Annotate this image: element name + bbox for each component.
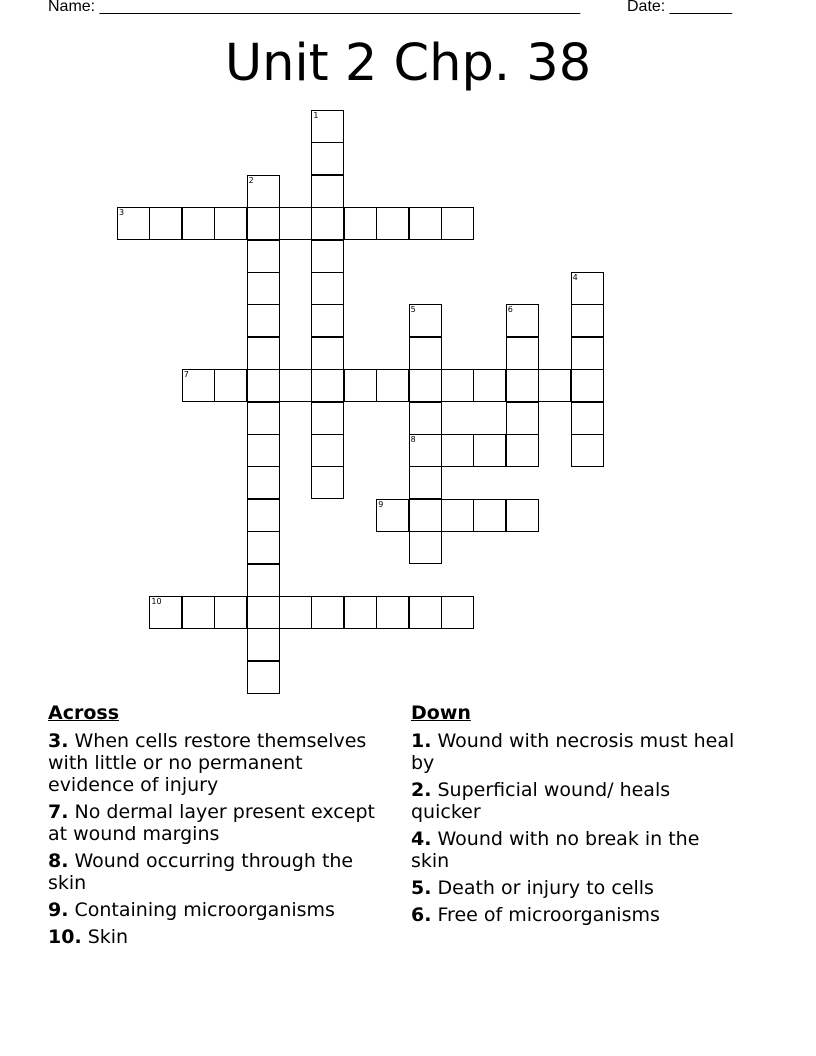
grid-cell[interactable] xyxy=(571,272,604,305)
clue-text: Death or injury to cells xyxy=(437,877,654,899)
across-clue xyxy=(48,899,378,921)
cell-number: 10 xyxy=(151,597,162,606)
grid-cell[interactable] xyxy=(409,402,442,435)
cell-number: 7 xyxy=(183,370,189,380)
grid-cell[interactable] xyxy=(571,434,604,467)
grid-cell[interactable] xyxy=(117,207,150,240)
grid-cell[interactable] xyxy=(149,207,182,240)
grid-cell[interactable] xyxy=(311,596,344,629)
cell-number: 5 xyxy=(410,305,416,315)
across-clue xyxy=(48,850,378,894)
page-title: Unit 2 Chp. 38 xyxy=(224,34,592,93)
clue-text: Containing microorganisms xyxy=(74,899,335,921)
grid-cell[interactable] xyxy=(214,369,247,402)
grid-cell[interactable] xyxy=(214,207,247,240)
grid-cell[interactable] xyxy=(214,596,247,629)
grid-cell[interactable] xyxy=(473,434,506,467)
grid-cell[interactable] xyxy=(247,304,280,337)
across-clue xyxy=(48,730,378,796)
grid-cell[interactable] xyxy=(149,596,182,629)
clue-text: Wound with no break in the skin xyxy=(411,828,700,872)
grid-cell[interactable] xyxy=(376,596,409,629)
grid-cell[interactable] xyxy=(506,337,539,370)
clue-number: 6. xyxy=(411,904,432,926)
across-heading: Across xyxy=(48,702,120,724)
grid-cell[interactable] xyxy=(571,304,604,337)
grid-cell[interactable] xyxy=(247,207,280,240)
grid-cell[interactable] xyxy=(506,369,539,402)
clue-text: Wound occurring through the skin xyxy=(48,850,354,894)
grid-cell[interactable] xyxy=(279,596,312,629)
grid-cell[interactable] xyxy=(441,499,474,532)
clue-number: 9. xyxy=(48,899,69,921)
grid-cell[interactable] xyxy=(311,369,344,402)
grid-cell[interactable] xyxy=(247,369,280,402)
cell-number: 4 xyxy=(572,273,578,282)
grid-cell[interactable] xyxy=(247,564,280,597)
grid-cell[interactable] xyxy=(311,142,344,175)
clue-number: 3. xyxy=(48,730,69,752)
grid-cell[interactable] xyxy=(182,369,215,402)
across-clue xyxy=(48,801,378,845)
clue-number: 7. xyxy=(48,801,69,823)
grid-cell[interactable] xyxy=(344,596,377,629)
grid-cell[interactable] xyxy=(441,369,474,402)
grid-cell[interactable] xyxy=(473,369,506,402)
grid-cell[interactable] xyxy=(247,628,280,661)
grid-cell[interactable] xyxy=(311,466,344,499)
clue-number: 1. xyxy=(411,730,432,752)
grid-cell[interactable] xyxy=(311,402,344,435)
across-clues xyxy=(48,702,378,953)
grid-cell[interactable] xyxy=(506,304,539,337)
grid-cell[interactable] xyxy=(409,337,442,370)
date-line: Date: _______ xyxy=(627,0,732,15)
down-clue xyxy=(411,730,741,774)
cell-number: 6 xyxy=(507,305,513,315)
clue-text: Superficial wound/ heals quicker xyxy=(411,779,671,823)
grid-cell[interactable] xyxy=(247,434,280,467)
grid-cell[interactable] xyxy=(344,207,377,240)
grid-cell[interactable] xyxy=(376,499,409,532)
grid-cell[interactable] xyxy=(409,369,442,402)
down-clue xyxy=(411,828,741,872)
grid-cell[interactable] xyxy=(409,596,442,629)
grid-cell[interactable] xyxy=(409,207,442,240)
across-clue xyxy=(48,926,378,948)
grid-cell[interactable] xyxy=(441,207,474,240)
grid-cell[interactable] xyxy=(311,175,344,208)
grid-cell[interactable] xyxy=(571,369,604,402)
grid-cell[interactable] xyxy=(571,337,604,370)
grid-cell[interactable] xyxy=(247,240,280,273)
name-line: Name: ______________________________________________________ xyxy=(48,0,581,15)
grid-cell[interactable] xyxy=(247,531,280,564)
grid-cell[interactable] xyxy=(473,499,506,532)
cell-number: 3 xyxy=(119,208,125,218)
grid-cell[interactable] xyxy=(571,402,604,435)
grid-cell[interactable] xyxy=(247,175,280,208)
grid-cell[interactable] xyxy=(409,434,442,467)
grid-cell[interactable] xyxy=(311,304,344,337)
grid-cell[interactable] xyxy=(311,207,344,240)
grid-cell[interactable] xyxy=(409,531,442,564)
grid-cell[interactable] xyxy=(247,402,280,435)
clue-number: 8. xyxy=(48,850,69,872)
grid-cell[interactable] xyxy=(247,661,280,694)
clue-number: 4. xyxy=(411,828,432,850)
clue-text: Skin xyxy=(87,926,129,948)
grid-cell[interactable] xyxy=(376,369,409,402)
grid-cell[interactable] xyxy=(409,304,442,337)
grid-cell[interactable] xyxy=(506,434,539,467)
grid-cell[interactable] xyxy=(506,402,539,435)
down-heading: Down xyxy=(411,702,471,724)
grid-cell[interactable] xyxy=(311,337,344,370)
grid-cell[interactable] xyxy=(311,434,344,467)
clue-text: Wound with necrosis must heal by xyxy=(411,730,735,774)
grid-cell[interactable] xyxy=(409,466,442,499)
grid-cell[interactable] xyxy=(247,337,280,370)
grid-cell[interactable] xyxy=(538,369,571,402)
grid-cell[interactable] xyxy=(247,272,280,305)
grid-cell[interactable] xyxy=(279,369,312,402)
grid-cell[interactable] xyxy=(247,596,280,629)
grid-cell[interactable] xyxy=(506,499,539,532)
grid-cell[interactable] xyxy=(247,499,280,532)
grid-cell[interactable] xyxy=(182,596,215,629)
clue-number: 2. xyxy=(411,779,432,801)
cell-number: 9 xyxy=(378,499,384,509)
grid-cell[interactable] xyxy=(344,369,377,402)
grid-cell[interactable] xyxy=(247,466,280,499)
down-clue xyxy=(411,779,741,823)
cell-number: 2 xyxy=(248,175,254,185)
clue-text: Free of microorganisms xyxy=(437,904,660,926)
clue-text: When cells restore themselves with little or no permanent evidence of injury xyxy=(48,730,367,796)
clue-text: No dermal layer present except at wound margins xyxy=(48,801,375,845)
clue-number: 5. xyxy=(411,877,432,899)
grid-cell[interactable] xyxy=(311,240,344,273)
down-clue xyxy=(411,877,741,899)
grid-cell[interactable] xyxy=(311,272,344,305)
down-clue xyxy=(411,904,741,926)
grid-cell[interactable] xyxy=(311,110,344,143)
clue-number: 10. xyxy=(48,926,82,948)
grid-cell[interactable] xyxy=(182,207,215,240)
grid-cell[interactable] xyxy=(441,596,474,629)
cell-number: 8 xyxy=(410,435,416,444)
grid-cell[interactable] xyxy=(409,499,442,532)
down-clues xyxy=(411,702,741,931)
grid-cell[interactable] xyxy=(441,434,474,467)
grid-cell[interactable] xyxy=(376,207,409,240)
grid-cell[interactable] xyxy=(279,207,312,240)
cell-number: 1 xyxy=(313,111,319,120)
